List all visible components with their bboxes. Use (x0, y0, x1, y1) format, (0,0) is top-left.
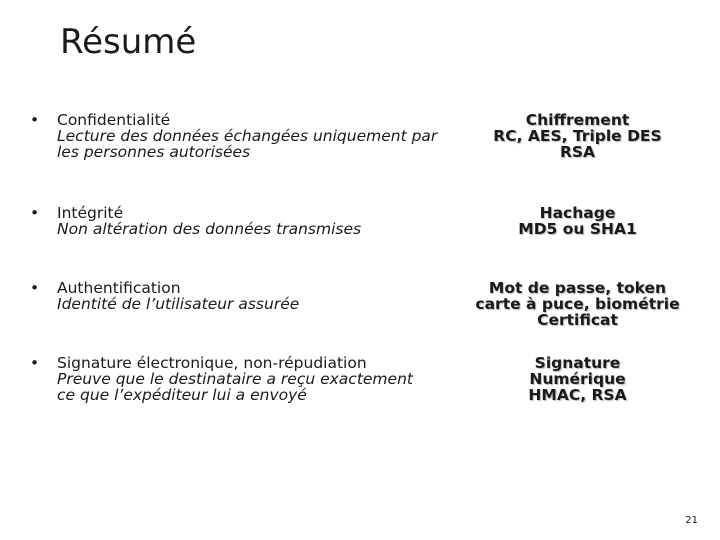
item-description-line: Non altération des données transmises (57, 220, 362, 238)
item-description-line: Lecture des données échangées uniquement par (57, 127, 438, 145)
summary-item-integrity (30, 205, 450, 237)
technique-line: HMAC, RSA (528, 386, 627, 404)
technique-line: RC, AES, Triple DES (493, 127, 662, 145)
bullet: • (30, 204, 40, 222)
technique-block-confidentiality (455, 112, 700, 160)
item-description-line: Preuve que le destinataire a reçu exactement (57, 370, 413, 388)
technique-line: Hachage (539, 204, 616, 222)
bullet: • (30, 279, 40, 297)
technique-line: Certificat (537, 311, 618, 329)
technique-block-authentication (455, 280, 700, 328)
technique-line: MD5 ou SHA1 (518, 220, 637, 238)
technique-block-signature (455, 355, 700, 403)
item-description-line: les personnes autorisées (57, 143, 251, 161)
item-label: Authentification (57, 279, 181, 297)
slide-title: Résumé (60, 22, 197, 62)
page-number: 21 (685, 515, 698, 526)
technique-line: RSA (559, 143, 596, 161)
summary-item-signature (30, 355, 450, 403)
bullet: • (30, 354, 40, 372)
bullet: • (30, 111, 40, 129)
technique-line: carte à puce, biométrie (475, 295, 680, 313)
item-description-line: Identité de l’utilisateur assurée (57, 295, 300, 313)
item-description-line: ce que l’expéditeur lui a envoyé (57, 386, 307, 404)
technique-line: Numérique (529, 370, 626, 388)
item-label: Intégrité (57, 204, 124, 222)
technique-line: Chiffrement (525, 111, 630, 129)
technique-block-integrity (455, 205, 700, 237)
item-label: Signature électronique, non-répudiation (57, 354, 367, 372)
technique-line: Signature (534, 354, 621, 372)
item-label: Confidentialité (57, 111, 171, 129)
summary-item-authentication (30, 280, 450, 312)
summary-item-confidentiality (30, 112, 450, 160)
technique-line: Mot de passe, token (488, 279, 667, 297)
